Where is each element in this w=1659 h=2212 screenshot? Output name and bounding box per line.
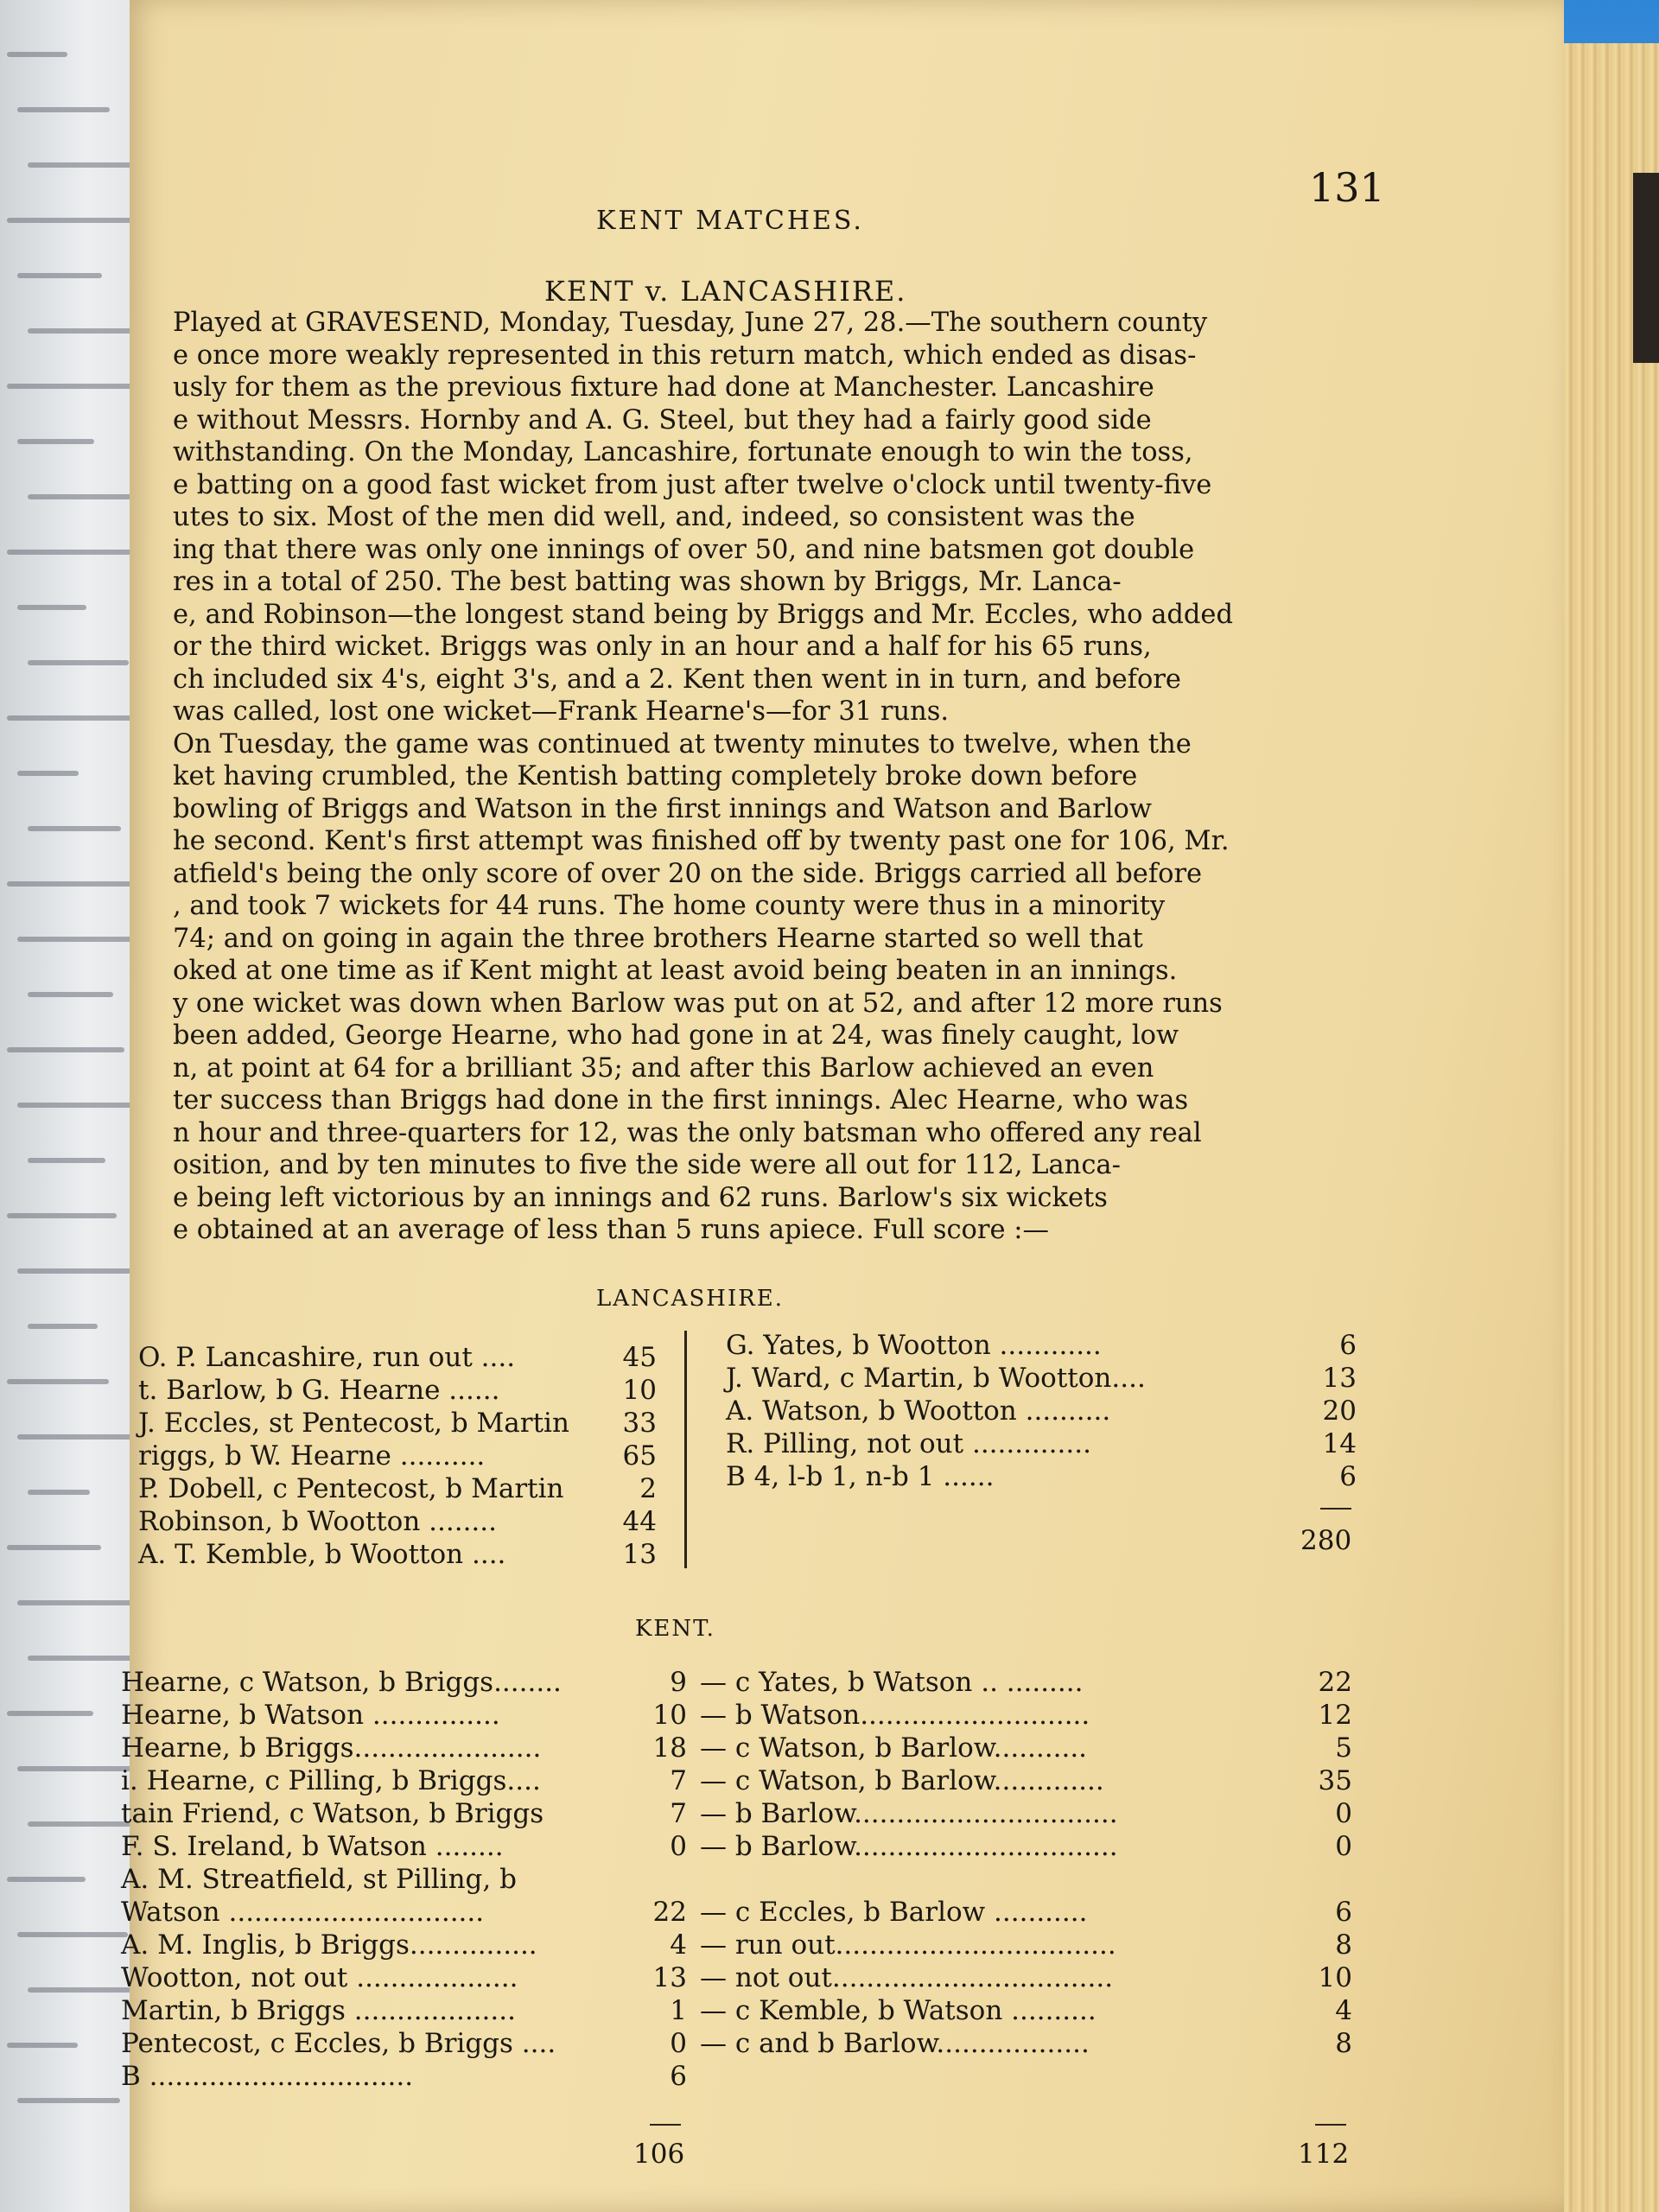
batsman-name: B ...............................	[121, 2061, 414, 2092]
left-page-text-fragment	[17, 1600, 143, 1605]
report-line: e obtained at an average of less than 5 runs apiece. Full score :—	[173, 1215, 1050, 1245]
page-number: 131	[1309, 164, 1385, 211]
left-page-text-fragment	[7, 715, 140, 721]
batsman-name: t. Barlow, b G. Hearne ......	[138, 1375, 500, 1406]
second-innings-runs: 35	[1318, 1765, 1352, 1796]
kent-second-total: 112	[1298, 2139, 1350, 2170]
batsman-row	[726, 1362, 1357, 1395]
kent-first-row	[121, 1666, 687, 1699]
first-innings-runs: 0	[670, 2028, 687, 2059]
kent-first-row	[121, 2060, 687, 2093]
second-innings-dismissal: — b Barlow...............................	[700, 1798, 1118, 1829]
report-line: e once more weakly represented in this return match, which ended as disas-	[173, 340, 1197, 371]
kent-first-innings	[121, 1666, 687, 2093]
kent-first-total-rule	[650, 2124, 681, 2126]
lancashire-batting-right	[726, 1329, 1357, 1493]
first-innings-runs: 0	[670, 1831, 687, 1862]
first-innings-runs: 7	[670, 1765, 687, 1796]
kent-first-row	[121, 1699, 687, 1732]
left-page-text-fragment	[28, 494, 137, 499]
book-cover-edge	[1633, 173, 1659, 363]
batsman-row	[726, 1329, 1357, 1362]
runs: 14	[1322, 1428, 1357, 1459]
report-line: y one wicket was down when Barlow was put on at 52, and after 12 more runs	[173, 988, 1223, 1019]
first-innings-runs: 22	[652, 1897, 687, 1928]
second-innings-dismissal: — c Watson, b Barlow...........	[700, 1732, 1088, 1764]
second-innings-dismissal: — not out.................................	[700, 1962, 1114, 1993]
batsman-name: P. Dobell, c Pentecost, b Martin	[138, 1473, 564, 1504]
left-page-text-fragment	[7, 1877, 86, 1882]
runs: 44	[622, 1506, 657, 1537]
left-page-text-fragment	[17, 2098, 120, 2103]
batsman-name: i. Hearne, c Pilling, b Briggs....	[121, 1765, 541, 1796]
report-line: osition, and by ten minutes to five the side were all out for 112, Lanca-	[173, 1150, 1121, 1180]
kent-second-row	[657, 2027, 1352, 2060]
second-innings-runs: 0	[1335, 1798, 1352, 1829]
first-innings-runs: 9	[670, 1667, 687, 1698]
batsman-row	[138, 1374, 657, 1407]
batsman-row	[138, 1472, 657, 1505]
kent-second-row	[657, 1666, 1352, 1699]
second-innings-runs: 10	[1318, 1962, 1352, 1993]
report-line: res in a total of 250. The best batting was shown by Briggs, Mr. Lanca-	[173, 567, 1122, 597]
batsman-name: F. S. Ireland, b Watson ........	[121, 1831, 504, 1862]
batsman-row	[138, 1538, 657, 1571]
lancashire-total: 280	[1300, 1525, 1352, 1556]
report-line: 74; and on going in again the three brothers Hearne started so well that	[173, 923, 1143, 954]
first-innings-runs: 18	[652, 1732, 687, 1764]
left-page-text-fragment	[7, 1047, 124, 1052]
left-page-text-fragment	[28, 328, 144, 334]
first-innings-runs: 1	[670, 1995, 687, 2026]
second-innings-dismissal: — run out.................................	[700, 1929, 1116, 1961]
second-innings-runs: 22	[1318, 1667, 1352, 1698]
left-page-text-fragment	[28, 660, 129, 665]
batsman-row	[138, 1440, 657, 1472]
report-line: ket having crumbled, the Kentish batting completely broke down before	[173, 761, 1138, 791]
report-line: e being left victorious by an innings and 62 runs. Barlow's six wickets	[173, 1182, 1108, 1213]
runs: 13	[622, 1539, 657, 1570]
batsman-name: Hearne, c Watson, b Briggs........	[121, 1667, 562, 1698]
left-page-text-fragment	[28, 826, 121, 831]
match-report	[173, 307, 1374, 1247]
batsman-name: O. P. Lancashire, run out ....	[138, 1342, 516, 1373]
kent-second-row	[657, 2060, 1352, 2093]
batsman-name: Pentecost, c Eccles, b Briggs ....	[121, 2028, 556, 2059]
kent-second-row	[657, 1797, 1352, 1830]
batsman-name: B 4, l-b 1, n-b 1 ......	[726, 1461, 995, 1492]
kent-second-row	[657, 1830, 1352, 1863]
second-innings-dismissal: — c Yates, b Watson .. .........	[700, 1667, 1084, 1698]
kent-first-row	[121, 1797, 687, 1830]
kent-second-row	[657, 1994, 1352, 2027]
kent-second-row	[657, 1732, 1352, 1764]
second-innings-runs: 8	[1335, 1929, 1352, 1961]
second-innings-runs: 8	[1335, 2028, 1352, 2059]
kent-first-row	[121, 1764, 687, 1797]
runs: 13	[1322, 1363, 1357, 1394]
report-line: utes to six. Most of the men did well, and, indeed, so consistent was the	[173, 502, 1135, 532]
first-innings-runs: 4	[670, 1929, 687, 1961]
first-innings-runs: 13	[652, 1962, 687, 1993]
batsman-name: R. Pilling, not out ..............	[726, 1428, 1091, 1459]
report-line: or the third wicket. Briggs was only in an hour and a half for his 65 runs,	[173, 632, 1152, 662]
left-page-text-fragment	[17, 439, 94, 444]
second-innings-runs: 0	[1335, 1831, 1352, 1862]
lancashire-heading: LANCASHIRE.	[596, 1286, 785, 1312]
kent-second-innings	[657, 1666, 1352, 2093]
report-line: On Tuesday, the game was continued at twenty minutes to twelve, when the	[173, 728, 1192, 760]
runs: 45	[622, 1342, 657, 1373]
running-head: KENT MATCHES.	[596, 206, 864, 236]
report-line: , and took 7 wickets for 44 runs. The home county were thus in a minority	[173, 891, 1166, 921]
report-line: was called, lost one wicket—Frank Hearne's—for 31 runs.	[173, 696, 950, 727]
second-innings-dismissal: — c and b Barlow..................	[700, 2028, 1090, 2059]
report-line: ing that there was only one innings of over 50, and nine batsmen got double	[173, 534, 1195, 565]
runs: 10	[622, 1375, 657, 1406]
runs: 2	[639, 1473, 657, 1504]
report-line: n hour and three-quarters for 12, was the only batsman who offered any real	[173, 1117, 1202, 1148]
report-line: ch included six 4's, eight 3's, and a 2. Kent then went in in turn, and before	[173, 664, 1181, 695]
left-page-text-fragment	[17, 1932, 128, 1937]
second-innings-runs: 12	[1318, 1700, 1352, 1731]
batsman-name: tain Friend, c Watson, b Briggs	[121, 1798, 544, 1829]
left-page-text-fragment	[28, 1324, 98, 1329]
kent-second-row	[657, 1764, 1352, 1797]
kent-second-row	[657, 1863, 1352, 1896]
left-page-text-fragment	[28, 1490, 90, 1495]
kent-first-row	[121, 2027, 687, 2060]
first-innings-runs: 10	[652, 1700, 687, 1731]
kent-first-row	[121, 1994, 687, 2027]
left-page-text-fragment	[17, 273, 102, 278]
left-page-text-fragment	[17, 605, 86, 610]
batsman-row	[138, 1407, 657, 1440]
report-line: oked at one time as if Kent might at least avoid being beaten in an innings.	[173, 956, 1178, 986]
batsman-name: A. M. Streatfield, st Pilling, b	[121, 1864, 517, 1895]
batsman-name: Wootton, not out ...................	[121, 1962, 518, 1993]
report-line: ter success than Briggs had done in the first innings. Alec Hearne, who was	[173, 1085, 1189, 1116]
batsman-name: G. Yates, b Wootton ............	[726, 1330, 1102, 1361]
match-title: KENT v. LANCASHIRE.	[544, 275, 907, 308]
runs: 6	[1339, 1461, 1357, 1492]
second-innings-dismissal: — c Watson, b Barlow.............	[700, 1765, 1104, 1796]
report-line: atfield's being the only score of over 20 on the side. Briggs carried all before	[173, 858, 1203, 889]
kent-heading: KENT.	[635, 1616, 715, 1642]
runs: 33	[622, 1408, 657, 1439]
left-page-text-fragment	[7, 881, 132, 887]
left-page-text-fragment	[17, 771, 79, 776]
left-page-text-fragment	[17, 1766, 136, 1771]
kent-first-row	[121, 1863, 687, 1896]
left-page-text-fragment	[28, 1158, 105, 1163]
runs: 20	[1322, 1395, 1357, 1427]
second-innings-dismissal: — b Barlow...............................	[700, 1831, 1118, 1862]
kent-first-row	[121, 1896, 687, 1929]
report-line: been added, George Hearne, who had gone in at 24, was finely caught, low	[173, 1020, 1179, 1051]
batsman-name: Robinson, b Wootton ........	[138, 1506, 497, 1537]
batsman-name: J. Eccles, st Pentecost, b Martin	[138, 1408, 569, 1439]
left-page-text-fragment	[28, 992, 113, 997]
left-page-text-fragment	[7, 550, 148, 555]
left-page-text-fragment	[17, 107, 110, 112]
column-divider	[684, 1331, 687, 1568]
second-innings-dismissal: — c Eccles, b Barlow ...........	[700, 1897, 1088, 1928]
batsman-name: A. Watson, b Wootton ..........	[726, 1395, 1111, 1427]
lancashire-batting-left	[138, 1341, 657, 1571]
kent-second-row	[657, 1929, 1352, 1961]
runs: 65	[622, 1440, 657, 1471]
batsman-name: Hearne, b Briggs......................	[121, 1732, 542, 1764]
kent-first-total: 106	[633, 2139, 685, 2170]
report-line: bowling of Briggs and Watson in the first innings and Watson and Barlow	[173, 793, 1152, 824]
kent-first-row	[121, 1830, 687, 1863]
kent-second-row	[657, 1699, 1352, 1732]
first-innings-runs: 6	[670, 2061, 687, 2092]
batsman-row	[726, 1395, 1357, 1427]
total-rule	[1320, 1508, 1351, 1510]
report-line: Played at GRAVESEND, Monday, Tuesday, June 27, 28.—The southern county	[173, 308, 1208, 338]
batsman-name: J. Ward, c Martin, b Wootton....	[726, 1363, 1146, 1394]
kent-second-row	[657, 1961, 1352, 1994]
batsman-row	[726, 1427, 1357, 1460]
left-page-text-fragment	[7, 1213, 117, 1218]
report-line: usly for them as the previous fixture had done at Manchester. Lancashire	[173, 372, 1154, 403]
batsman-row	[726, 1460, 1357, 1493]
left-page-text-fragment	[7, 1379, 109, 1384]
batsman-row	[138, 1341, 657, 1374]
batsman-name: Watson ..............................	[121, 1897, 485, 1928]
batsman-name: A. T. Kemble, b Wootton ....	[138, 1539, 506, 1570]
batsman-name: A. M. Inglis, b Briggs...............	[121, 1929, 537, 1961]
left-page-text-fragment	[7, 1545, 101, 1550]
kent-first-row	[121, 1732, 687, 1764]
batsman-name: riggs, b W. Hearne ..........	[138, 1440, 486, 1471]
kent-second-total-rule	[1315, 2124, 1346, 2126]
kent-second-row	[657, 1896, 1352, 1929]
left-page-text-fragment	[7, 52, 67, 57]
second-innings-runs: 4	[1335, 1995, 1352, 2026]
left-page-text-fragment	[7, 1711, 93, 1716]
kent-first-row	[121, 1961, 687, 1994]
kent-first-row	[121, 1929, 687, 1961]
batsman-name: Martin, b Briggs ...................	[121, 1995, 516, 2026]
report-line: e without Messrs. Hornby and A. G. Steel, but they had a fairly good side	[173, 404, 1152, 435]
second-innings-runs: 6	[1335, 1897, 1352, 1928]
report-line: withstanding. On the Monday, Lancashire, fortunate enough to win the toss,	[173, 437, 1193, 467]
report-line: he second. Kent's first attempt was finished off by twenty past one for 106, Mr.	[173, 826, 1230, 856]
report-line: e batting on a good fast wicket from just after twelve o'clock until twenty-five	[173, 469, 1212, 500]
second-innings-dismissal: — c Kemble, b Watson ..........	[700, 1995, 1096, 2026]
left-page-text-fragment	[7, 2043, 78, 2048]
report-line: n, at point at 64 for a brilliant 35; and after this Barlow achieved an even	[173, 1052, 1154, 1084]
second-innings-dismissal: — b Watson...........................	[700, 1700, 1090, 1731]
runs: 6	[1339, 1330, 1357, 1361]
first-innings-runs: 7	[670, 1798, 687, 1829]
batsman-name: Hearne, b Watson ...............	[121, 1700, 500, 1731]
second-innings-runs: 5	[1335, 1732, 1352, 1764]
batsman-row	[138, 1505, 657, 1538]
report-line: e, and Robinson—the longest stand being by Briggs and Mr. Eccles, who added	[173, 599, 1233, 630]
